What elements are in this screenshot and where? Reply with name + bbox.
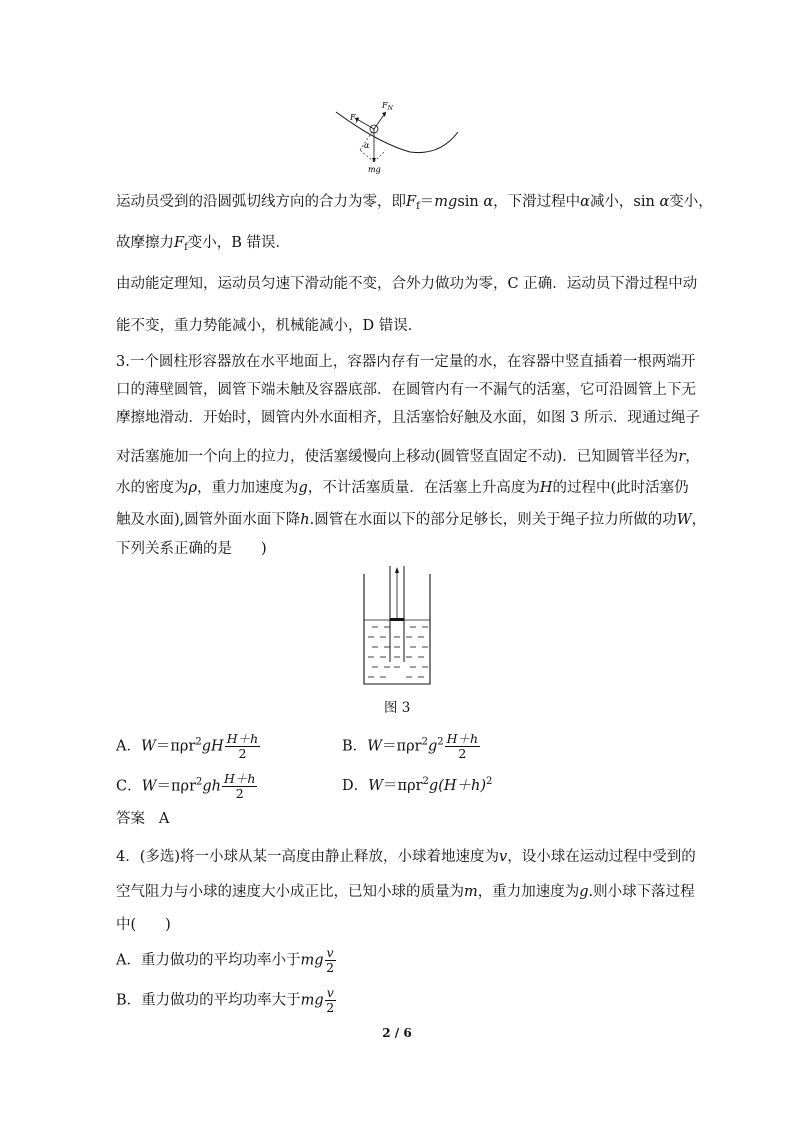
label-ff: $F_f$ (350, 113, 358, 124)
label-mg: mg (368, 165, 381, 174)
q4-option-b[interactable]: B．重力做功的平均功率大于mg $\frac{v}{2}$ (116, 985, 335, 1015)
para2a-line: 由动能定理知，运动员匀速下滑动能不变，合外力做功为零，C 正确．运动员下滑过程中动 (116, 276, 698, 292)
q3-option-a[interactable]: A．W＝πρr$^2$gH $\frac{H+h}{2}$ (116, 731, 259, 761)
piston (390, 618, 404, 621)
q3-line7: 下列关系正确的是 ) (116, 541, 267, 557)
page-number: 2 / 6 (382, 1026, 412, 1040)
water-dashes (368, 627, 428, 677)
q3-option-c[interactable]: C．W＝πρr$^2$gh $\frac{H+h}{2}$ (116, 771, 256, 801)
figure-3 (360, 566, 434, 688)
top-figure (330, 98, 470, 176)
q3-line4: 对活塞施加一个向上的拉力，使活塞缓慢向上移动(圆管竖直固定不动)．已知圆管半径为r， (116, 449, 700, 465)
label-fn: $F_N$ (382, 101, 393, 112)
q4-line1: 4．(多选)将一小球从某一高度由静止释放，小球着地速度为v，设小球在运动过程中受到的 (116, 849, 696, 865)
q4-line3: 中( ) (116, 917, 171, 933)
q4-option-a[interactable]: A．重力做功的平均功率小于mg $\frac{v}{2}$ (116, 945, 335, 975)
para1-line: 运动员受到的沿圆弧切线方向的合力为零，即$F_f=mgsin$ α，下滑过程中α减小，sin α变小， (116, 194, 713, 212)
q3-answer: 答案 A (116, 811, 170, 827)
q4-line2: 空气阻力与小球的速度大小成正比，已知小球的质量为m，重力加速度为g.则小球下落过程 (116, 884, 695, 900)
q3-line3: 摩擦地滑动．开始时，圆管内外水面相齐，且活塞恰好触及水面，如图 3 所示．现通过绳子 (116, 410, 700, 426)
para1b-line: 故摩擦力$F_f$变小，B 错误． (116, 235, 291, 253)
q3-line5: 水的密度为ρ，重力加速度为g，不计活塞质量．在活塞上升高度为H的过程中(此时活塞仍 (116, 480, 689, 496)
figure-3-caption: 图 3 (384, 700, 411, 716)
rope-arrow (395, 567, 399, 573)
para2b-line: 能不变，重力势能减小，机械能减小，D 错误． (116, 318, 423, 334)
q3-line1: 3.一个圆柱形容器放在水平地面上，容器内存有一定量的水，在容器中竖直插着一根两端开 (116, 354, 696, 370)
q3-line6: 触及水面),圆管外面水面下降h.圆管在水面以下的部分足够长，则关于绳子拉力所做的功W， (116, 512, 707, 528)
q3-option-b[interactable]: B．$W=\pi\rho r^2g^2$ $\frac{H+h}{2}$ (342, 731, 479, 761)
q3-option-d[interactable]: D．$W=\pi\rho r^2g(H+h)^2$ (342, 776, 493, 794)
label-alpha: α (364, 141, 370, 150)
q3-line2: 口的薄壁圆管，圆管下端未触及容器底部．在圆管内有一不漏气的活塞，它可沿圆管上下无 (116, 382, 696, 398)
